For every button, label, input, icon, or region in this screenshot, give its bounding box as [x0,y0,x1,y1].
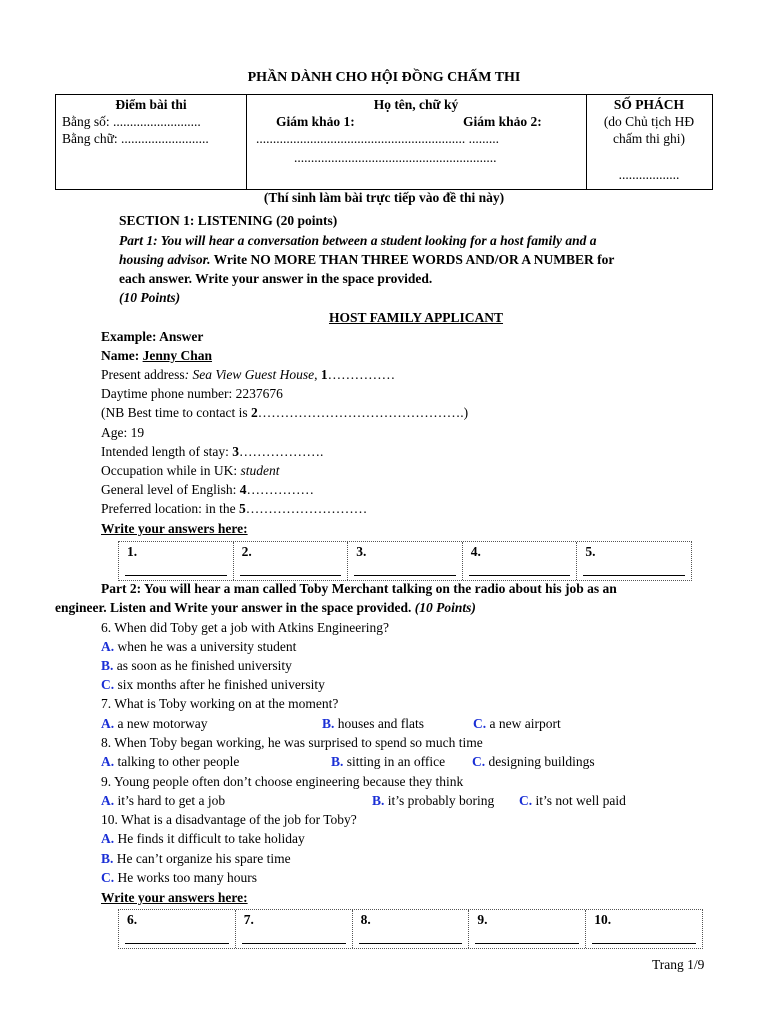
name-line [101,348,212,364]
write-answers-label-1: Write your answers here: [101,521,248,536]
q7-option-b[interactable] [322,716,424,732]
score-column [56,95,247,189]
answer-number: 6. [127,912,138,927]
q8-option-a[interactable] [101,754,239,770]
option-letter: A. [101,639,115,654]
option-letter: C. [519,793,533,808]
answer-box[interactable] [577,542,691,580]
question-2-number: 2 [250,405,258,420]
answer-number: 5. [585,544,596,559]
question-3-number: 3 [232,444,239,459]
q9-option-b[interactable] [372,793,494,809]
question-3-blank[interactable]: ………………. [238,444,324,459]
answer-number: 10. [594,912,612,927]
answer-grid-part-2 [118,909,703,949]
answer-number: 3. [356,544,367,559]
answer-line [125,943,229,944]
question-7: 7. What is Toby working on at the moment? [101,696,339,711]
contact-time-label: (NB Best time to contact is [101,405,251,420]
answer-line [354,575,456,576]
stay-label: Intended length of stay: [101,444,233,459]
part-1-intro-bold: Write NO MORE THAN THREE WORDS AND/OR A NUMBER for [210,252,615,267]
answer-line [475,943,579,944]
option-text: He works too many hours [114,870,257,885]
option-letter: A. [101,754,115,769]
answer-box[interactable] [234,542,349,580]
occupation-value: student [240,463,280,478]
q7-option-c[interactable] [473,716,561,732]
option-text: sitting in an office [343,754,446,769]
q10-option-c[interactable] [101,870,257,886]
name-value: Jenny Chan [142,348,213,363]
option-text: talking to other people [114,754,240,769]
phone-line: Daytime phone number: 2237676 [101,386,283,401]
answer-box[interactable] [119,910,236,948]
code-field[interactable]: .................. [618,167,680,182]
option-text: He finds it difficult to take holiday [114,831,305,846]
occupation-label: Occupation while in UK: [101,463,241,478]
write-answers-label-2: Write your answers here: [101,890,248,905]
examiner-2-label: Giám khảo 2: [463,114,542,129]
answer-number: 4. [470,544,481,559]
contact-time-line [101,405,468,421]
answer-line [242,943,346,944]
examiner-name-field[interactable]: ............................................................ [294,150,497,165]
answer-line [592,943,696,944]
answer-line [583,575,685,576]
q9-option-a[interactable] [101,793,225,809]
answer-box[interactable] [348,542,463,580]
q10-option-a[interactable] [101,831,305,847]
examiner-column [246,95,587,189]
part-2-intro-line-1: Part 2: You will hear a man called Toby Merchant talking on the radio about his job as an [101,581,617,596]
option-letter: A. [101,831,115,846]
code-column [586,95,712,189]
code-column-note-2: chấm thi ghi) [613,131,685,146]
form-title: HOST FAMILY APPLICANT [328,310,504,325]
answer-line [240,575,342,576]
score-words-field[interactable]: Bằng chữ: .......................... [62,131,209,146]
question-4-number: 4 [239,482,247,497]
option-letter: B. [101,851,114,866]
example-label: Example: Answer [101,329,204,344]
option-letter: B. [372,793,385,808]
question-10: 10. What is a disadvantage of the job for Toby? [101,812,357,827]
q8-option-b[interactable] [331,754,445,770]
grading-table [55,94,713,190]
code-column-title: SỐ PHÁCH [613,97,685,112]
q6-option-a[interactable] [101,639,296,655]
part-1-intro-line-1: Part 1: You will hear a conversation between a student looking for a host family and a [119,233,597,248]
q6-option-b[interactable] [101,658,292,674]
answer-line [469,575,571,576]
address-line [101,367,395,383]
option-text: it’s probably boring [384,793,495,808]
occupation-line [101,463,279,479]
score-column-title: Điểm bài thi [115,97,187,112]
q8-option-c[interactable] [472,754,595,770]
answer-box[interactable] [353,910,470,948]
address-value: : Sea View Guest House [184,367,315,382]
question-8: 8. When Toby began working, he was surprised to spend so much time [101,735,483,750]
part-1-intro-line-3: each answer. Write your answer in the space provided. [119,271,433,286]
question-2-blank[interactable]: ……………………………………….) [257,405,469,420]
answer-number: 8. [360,912,371,927]
answer-number: 1. [127,544,138,559]
option-letter: B. [322,716,335,731]
name-label: Name: [101,348,143,363]
option-text: a new motorway [114,716,208,731]
option-letter: B. [101,658,114,673]
option-text: it’s not well paid [532,793,626,808]
answer-number: 2. [241,544,252,559]
code-column-note-1: (do Chủ tịch HĐ [603,114,695,129]
question-9: 9. Young people often don’t choose engineering because they think [101,774,464,789]
part-1-points: (10 Points) [119,290,181,305]
location-label: Preferred location: in the [101,501,239,516]
q7-option-a[interactable] [101,716,207,732]
part-1-intro-italic: housing advisor. [119,252,211,267]
option-text: as soon as he finished university [113,658,292,673]
option-text: six months after he finished university [114,677,325,692]
option-letter: A. [101,793,115,808]
answer-line [125,575,227,576]
answer-line [359,943,463,944]
option-text: designing buildings [485,754,595,769]
examiner-column-title: Họ tên, chữ ký [373,97,459,112]
answer-number: 7. [243,912,254,927]
answer-number: 9. [477,912,488,927]
answer-grid-part-1 [118,541,692,581]
address-tail: , [314,367,321,382]
page-number: Trang 1/9 [652,957,705,972]
age-line: Age: 19 [101,425,145,440]
english-label: General level of English: [101,482,240,497]
option-letter: B. [331,754,344,769]
q6-option-c[interactable] [101,677,325,693]
part-1-intro-line-2 [119,252,614,268]
address-label: Present address [101,367,185,382]
score-number-field[interactable]: Bằng số: .......................... [62,114,201,129]
answer-box[interactable] [463,542,578,580]
question-4-blank[interactable]: …………… [246,482,314,497]
answer-box[interactable] [236,910,353,948]
answer-box[interactable] [119,542,234,580]
part-2-intro-bold: engineer. Listen and Write your answer in the space provided. [55,600,412,615]
question-6: 6. When did Toby get a job with Atkins Engineering? [101,620,390,635]
q10-option-b[interactable] [101,851,291,867]
stay-line [101,444,323,460]
instruction-note: (Thí sinh làm bài trực tiếp vào đề thi này) [263,190,505,205]
option-text: He can’t organize his spare time [113,851,291,866]
option-letter: C. [472,754,486,769]
question-1-number: 1 [320,367,328,382]
option-text: when he was a university student [114,639,297,654]
location-line [101,501,367,517]
option-text: a new airport [486,716,561,731]
q9-option-c[interactable] [519,793,626,809]
option-letter: C. [101,870,115,885]
option-text: houses and flats [334,716,424,731]
question-5-blank[interactable]: ……………………… [245,501,368,516]
answer-box[interactable] [586,910,702,948]
part-2-points: (10 Points) [411,600,476,615]
section-1-title: SECTION 1: LISTENING (20 points) [119,213,338,228]
answer-box[interactable] [469,910,586,948]
header-title: PHẦN DÀNH CHO HỘI ĐỒNG CHẤM THI [247,70,521,85]
part-2-intro-line-2 [55,600,476,616]
question-1-blank[interactable]: …………… [327,367,396,382]
option-letter: C. [101,677,115,692]
option-text: it’s hard to get a job [114,793,226,808]
examiner-signature-field[interactable]: .............................................................. ......... [256,131,499,146]
question-5-number: 5 [238,501,246,516]
option-letter: A. [101,716,115,731]
option-letter: C. [473,716,487,731]
english-line [101,482,314,498]
examiner-1-label: Giám khảo 1: [276,114,355,129]
